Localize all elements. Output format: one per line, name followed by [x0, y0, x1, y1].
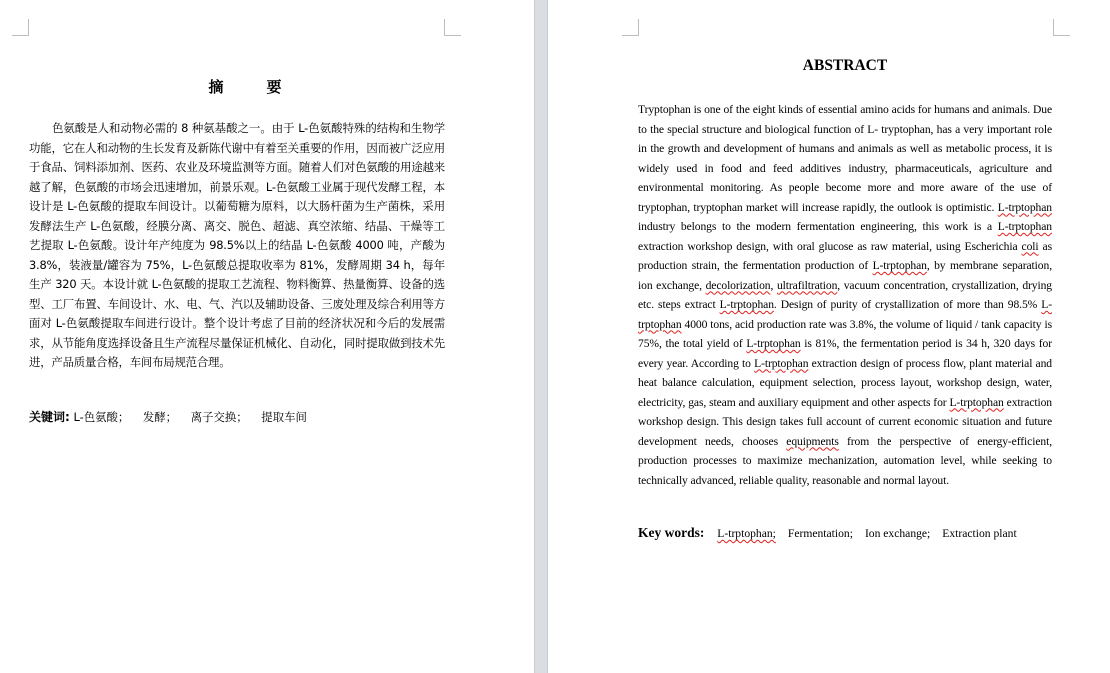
english-keyword: L-trptophan;: [717, 527, 776, 540]
crop-mark-top-left: [622, 19, 639, 36]
chinese-keyword: 提取车间: [261, 410, 307, 424]
body-text-segment: extraction workshop design. This design takes full account of current economic situation and future development needs, chooses: [638, 395, 1052, 448]
body-text-segment: , vacuum concentration, crystallization, drying etc. steps extract: [638, 278, 1052, 311]
spellcheck-flagged-word[interactable]: L-trptophan: [746, 337, 801, 350]
spellcheck-flagged-word[interactable]: equipments: [786, 434, 839, 448]
spellcheck-flagged-word[interactable]: ultrafiltration: [776, 278, 838, 292]
body-text-segment: 4000 tons, acid production rate was 3.8%, the volume of liquid / tank capacity is 75%, the total yield of: [638, 317, 1052, 350]
english-abstract-title: ABSTRACT: [802, 57, 888, 74]
spellcheck-flagged-word[interactable]: coli: [1021, 239, 1039, 253]
spellcheck-flagged-word[interactable]: L-trptophan: [872, 259, 927, 272]
body-text-segment: , by membrane separation, ion exchange,: [638, 259, 1052, 292]
chinese-keyword: 发酵；: [142, 410, 178, 424]
english-keywords: [638, 523, 1078, 544]
english-keyword: Fermentation;: [787, 527, 853, 540]
body-text-segment: . Design of purity of crystallization of more than 98.5%: [773, 298, 1042, 311]
spellcheck-flagged-word[interactable]: L-trptophan: [719, 298, 774, 311]
body-text-segment: industry belongs to the modern fermentation engineering, this work is a: [638, 220, 998, 233]
body-text-segment: extraction design of process flow, plant material and heat balance calculation, equipment selection, process layout, workshop design, water, electricity, gas, steam and auxiliary equipment and other aspects for: [638, 356, 1052, 409]
body-text-segment: is 81%, the fermentation period is 34 h, 320 days for every year. According to: [638, 337, 1053, 370]
document-page-english-abstract[interactable]: [548, 0, 1110, 673]
english-keyword: Extraction plant: [942, 527, 1017, 540]
chinese-keyword: 离子交换；: [190, 410, 248, 424]
english-abstract-body[interactable]: [638, 100, 1052, 490]
crop-mark-top-right: [444, 19, 461, 36]
body-text-segment: ,: [770, 278, 777, 292]
chinese-keywords-label: 关键词:: [29, 410, 70, 424]
crop-mark-top-right: [1053, 19, 1070, 36]
spellcheck-flagged-word[interactable]: decolorization: [705, 278, 771, 292]
chinese-abstract-title: 摘 要: [208, 78, 296, 96]
english-keyword: Ion exchange;: [864, 527, 931, 540]
document-page-chinese-abstract[interactable]: [0, 0, 534, 673]
body-text-segment: from the perspective of energy-efficient, production processes to maximize mechanization, automation level, while seeking to technically advanced, reliable quality, reasonable and normal layout.: [638, 434, 1052, 487]
spellcheck-flagged-word[interactable]: L-trptophan: [638, 298, 1052, 331]
spellcheck-flagged-word[interactable]: L-trptophan: [997, 200, 1052, 214]
english-keywords-label: Key words:: [638, 525, 705, 540]
spellcheck-flagged-word[interactable]: L-trptophan: [754, 356, 809, 370]
chinese-abstract-body[interactable]: 色氨酸是人和动物必需的 8 种氨基酸之一。由于 L-色氨酸特殊的结构和生物学功能，它在人和动物的生长发育及新陈代谢中有着至关重要的作用，因而被广泛应用于食品、饲料添加剂、医药、农业及环境监测等方面。随着人们对色氨酸的用途越来越了解，色氨酸的市场会迅速增加，前景乐观。L-色氨酸工业属于现代发酵工程，本设计是 L-色氨酸的提取车间设计。以葡萄糖为原料，以大肠杆菌为生产菌株，采用发酵法生产 L-色氨酸，经膜分离、离交、脱色、超滤、真空浓缩、结晶、干燥等工艺提取 L-色氨酸。设计年产纯度为 98.5%以上的结晶 L-色氨酸 4000 吨，产酸为 3.8%，装液量/罐容为 75%，L-色氨酸总提取收率为 81%，发酵周期 34 h，每年生产 320 天。本设计就 L-色氨酸的提取工艺流程、物料衡算、热量衡算、设备的选型、工厂布置、车间设计、水、电、气、汽以及辅助设备、三废处理及综合利用等方面对 L-色氨酸提取车间进行设计。整个设计考虑了目前的经济状况和今后的发展需求，从节能角度选择设备且生产流程尽量保证机械化、自动化，同时提取做到技术先进，产品质量合格，车间布局规范合理。: [29, 121, 445, 369]
body-text-segment: Tryptophan is one of the eight kinds of essential amino acids for humans and animals. Due to the special structure and biological function of L- tryptophan, has a very important role in the growth and development of humans and animals as well as metabolic process, it is widely used in food and feed additives industry, pharmaceuticals, agriculture and environmental monitoring. As people become more and more aware of the use of tryptophan, tryptophan market will increase rapidly, the outlook is optimistic.: [638, 103, 1052, 214]
spellcheck-flagged-word[interactable]: L-trptophan: [949, 395, 1004, 409]
crop-mark-top-left: [12, 19, 29, 36]
chinese-keywords: [29, 407, 449, 427]
chinese-keyword: L-色氨酸；: [73, 410, 130, 424]
body-text-segment: extraction workshop design, with oral glucose as raw material, using Escherichia: [638, 239, 1022, 253]
spellcheck-flagged-word[interactable]: L-trptophan: [997, 220, 1052, 233]
body-text-segment: as production strain, the fermentation production of: [638, 239, 1052, 272]
page-gap: [534, 0, 548, 673]
